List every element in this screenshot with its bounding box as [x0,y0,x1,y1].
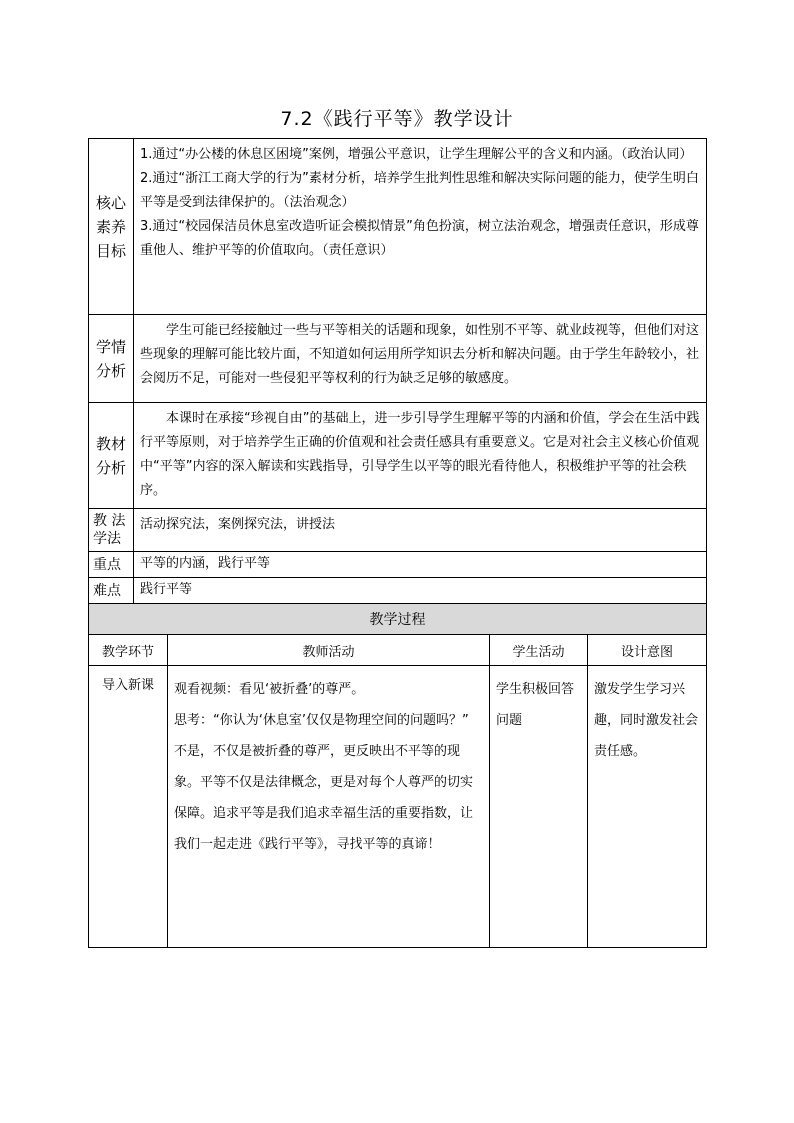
design-intent-cell: 激发学生学习兴趣，同时激发社会责任感。 [588,666,707,948]
label-line: 素养 [95,217,126,236]
core-goals-content [134,139,707,315]
key-point-text: 平等的内涵，践行平等 [134,552,707,578]
difficulty-row [89,578,707,604]
label-line: 教 法 [93,513,126,529]
student-analysis-row [89,315,707,403]
label-line: 核心 [95,193,126,212]
methods-text: 活动探究法，案例探究法，讲授法 [134,509,707,552]
goal-item: 3.通过“校园保洁员休息室改造听证会模拟情景”角色扮演，树立法治观念，增强责任意识，形成尊重他人、维护平等的价值取向。（责任意识） [140,219,699,258]
process-columns-row [89,635,707,666]
process-heading: 教学过程 [89,604,707,635]
label-line: 分析 [95,361,126,380]
label-line: 学法 [93,531,121,547]
difficulty-label: 难点 [89,578,134,604]
teacher-activity-line: 不是，不仅是被折叠的尊严，更反映出不平等的现象。平等不仅是法律概念，更是对每个人尊严的切实保障。追求平等是我们追求幸福生活的重要指数，让我们一起走进《践行平等》，寻找平等的真谛！ [174,744,474,852]
methods-label [89,509,134,552]
lesson-plan-table [88,138,707,948]
label-line: 学情 [95,337,126,356]
col-teacher-header: 教师活动 [168,635,490,666]
col-stage-header: 教学环节 [89,635,168,666]
stage-cell: 导入新课 [89,666,168,948]
col-intent-header: 设计意图 [588,635,707,666]
core-goals-row [89,139,707,315]
page-title: 7.2《践行平等》教学设计 [280,108,514,130]
teacher-activity-cell [168,666,490,948]
process-row [89,666,707,948]
core-goals-label [89,139,134,315]
material-analysis-text: 本课时在承接“珍视自由”的基础上，进一步引导学生理解平等的内涵和价值，学会在生活中践行平等原则，对于培养学生正确的价值观和社会责任感具有重要意义。它是对社会主义核心价值观中“平等”内容的深入解读和实践指导，引导学生以平等的眼光看待他人，积极维护平等的社会秩序。 [134,403,707,509]
student-activity-cell: 学生积极回答问题 [490,666,588,948]
methods-row [89,509,707,552]
key-point-label: 重点 [89,552,134,578]
goal-item: 1.通过“办公楼的休息区困境”案例，增强公平意识，让学生理解公平的含义和内涵。（政治认同） [140,147,693,162]
teacher-activity-line: 观看视频：看见‘被折叠’的尊严。 [174,682,365,697]
student-analysis-text: 学生可能已经接触过一些与平等相关的话题和现象，如性别不平等、就业歧视等，但他们对这些现象的理解可能比较片面，不知道如何运用所学知识去分析和解决问题。由于学生年龄较小，社会阅历不足，可能对一些侵犯平等权利的行为缺乏足够的敏感度。 [134,315,707,403]
label-line: 分析 [95,458,126,477]
student-analysis-label [89,315,134,403]
key-point-row [89,552,707,578]
process-heading-row [89,604,707,635]
material-analysis-row [89,403,707,509]
difficulty-text: 践行平等 [134,578,707,604]
teacher-activity-line: 思考：“你认为‘休息室’仅仅是物理空间的问题吗？” [174,713,469,728]
label-line: 目标 [95,241,126,260]
col-student-header: 学生活动 [490,635,588,666]
material-analysis-label [89,403,134,509]
goal-item: 2.通过“浙江工商大学的行为”素材分析，培养学生批判性思维和解决实际问题的能力，使学生明白平等是受到法律保护的。（法治观念） [140,171,699,210]
label-line: 教材 [95,434,126,453]
